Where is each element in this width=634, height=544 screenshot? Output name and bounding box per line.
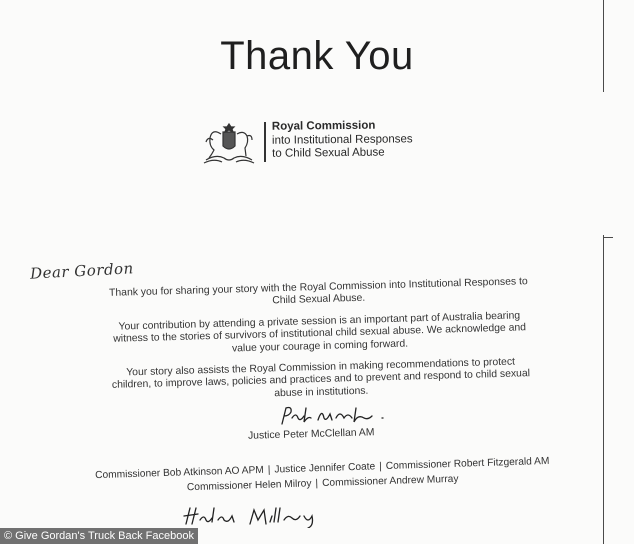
signature-peter-mcclellan — [278, 404, 398, 428]
page-edge-tick — [603, 237, 613, 238]
letter-paragraph: Your contribution by attending a private session is an important part of Australia bearing witness to the stories of survivors of institutional child sexual abuse. We acknowledge and value your courage in coming forward. — [113, 310, 527, 355]
commissioner-name: Commissioner Bob Atkinson AO APM — [94, 464, 264, 482]
letter-paragraph: Thank you for sharing your story with the Royal Commission into Institutional Responses to Child Sexual Abuse. — [108, 276, 528, 307]
letter-body — [108, 276, 531, 414]
letterhead-line: to Child Sexual Abuse — [272, 146, 385, 160]
letterhead-divider — [264, 122, 266, 162]
separator: | — [379, 461, 383, 473]
page-title: Thank You — [220, 34, 414, 78]
photo-credit: © Give Gordan's Truck Back Facebook — [0, 528, 198, 544]
coat-of-arms-icon — [200, 120, 258, 166]
signature-helen-milroy — [180, 504, 330, 528]
commissioner-name: Justice Jennifer Coate — [274, 461, 376, 476]
commissioner-name: Commissioner Andrew Murray — [321, 473, 459, 490]
handwritten-salutation: Dear Gordon — [29, 259, 135, 283]
letterhead-line: Royal Commission — [271, 119, 376, 133]
separator: | — [315, 478, 319, 490]
justice-name: Justice Peter McClellan AM — [247, 427, 375, 442]
letter-paragraph: Your story also assists the Royal Commission in making recommendations to protect children, to improve laws, policies and practices and to prevent and respond to child sexual abuse in institutions. — [111, 356, 531, 400]
separator: | — [267, 464, 271, 476]
commissioner-name: Commissioner Helen Milroy — [186, 478, 312, 494]
page-edge-line — [603, 235, 604, 544]
commissioner-name: Commissioner Robert Fitzgerald AM — [385, 455, 550, 473]
commissioners-list — [60, 453, 586, 499]
letterhead — [272, 119, 413, 161]
letterhead-line: into Institutional Responses — [271, 132, 413, 147]
